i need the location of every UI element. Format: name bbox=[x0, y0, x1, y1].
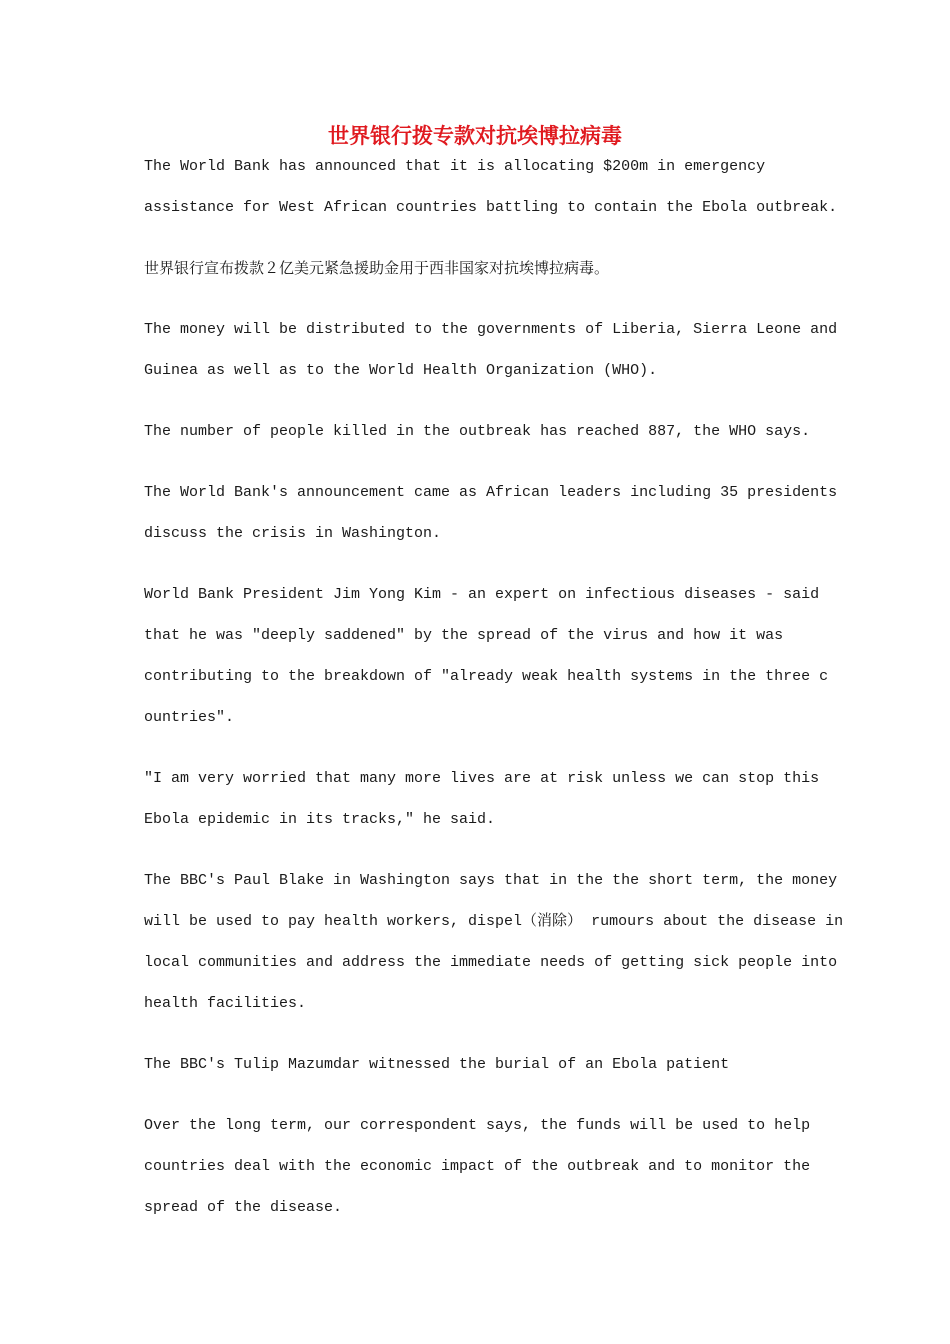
paragraph bbox=[144, 574, 829, 738]
paragraph-line: The number of people killed in the outbreak has reached 887, the WHO says. bbox=[144, 423, 811, 440]
paragraph-line: health facilities. bbox=[144, 995, 307, 1012]
paragraph bbox=[144, 1105, 824, 1228]
paragraph bbox=[144, 1044, 824, 1085]
paragraph-line: ountries". bbox=[144, 709, 235, 726]
paragraph-line: "I am very worried that many more lives are at risk unless we can stop this bbox=[144, 770, 820, 787]
paragraph-line: local communities and address the immediate needs of getting sick people into bbox=[144, 954, 838, 971]
paragraph-line: spread of the disease. bbox=[144, 1199, 343, 1216]
paragraph-line: World Bank President Jim Yong Kim - an expert on infectious diseases - said bbox=[144, 586, 820, 603]
paragraph bbox=[144, 146, 838, 228]
paragraph-line: The World Bank has announced that it is allocating $200m in emergency bbox=[144, 158, 766, 175]
paragraph-line: The money will be distributed to the governments of Liberia, Sierra Leone and bbox=[144, 321, 838, 338]
paragraph bbox=[144, 758, 824, 840]
paragraph-line: will be used to pay health workers, dispel（消除） rumours about the disease in bbox=[144, 913, 844, 930]
document-title: 世界银行拨专款对抗埃博拉病毒 bbox=[328, 123, 622, 148]
paragraph-line: contributing to the breakdown of "already weak health systems in the three c bbox=[144, 668, 829, 685]
paragraph-line: Over the long term, our correspondent says, the funds will be used to help bbox=[144, 1117, 811, 1134]
paragraph-line: discuss the crisis in Washington. bbox=[144, 525, 442, 542]
paragraph-line: 世界银行宣布拨款２亿美元紧急援助金用于西非国家对抗埃博拉病毒。 bbox=[144, 259, 610, 277]
document-body bbox=[144, 146, 844, 1248]
paragraph-line: Guinea as well as to the World Health Organization (WHO). bbox=[144, 362, 658, 379]
paragraph-line: The BBC's Paul Blake in Washington says that in the the short term, the money bbox=[144, 872, 838, 889]
paragraph-line: Ebola epidemic in its tracks," he said. bbox=[144, 811, 496, 828]
paragraph-line: countries deal with the economic impact of the outbreak and to monitor the bbox=[144, 1158, 811, 1175]
paragraph bbox=[144, 860, 844, 1024]
paragraph bbox=[144, 472, 838, 554]
paragraph bbox=[144, 309, 838, 391]
paragraph bbox=[144, 248, 824, 289]
paragraph-line: The BBC's Tulip Mazumdar witnessed the burial of an Ebola patient bbox=[144, 1056, 730, 1073]
paragraph-line: assistance for West African countries battling to contain the Ebola outbreak. bbox=[144, 199, 838, 216]
paragraph-line: that he was "deeply saddened" by the spread of the virus and how it was bbox=[144, 627, 784, 644]
paragraph-line: The World Bank's announcement came as African leaders including 35 presidents bbox=[144, 484, 838, 501]
paragraph bbox=[144, 411, 824, 452]
